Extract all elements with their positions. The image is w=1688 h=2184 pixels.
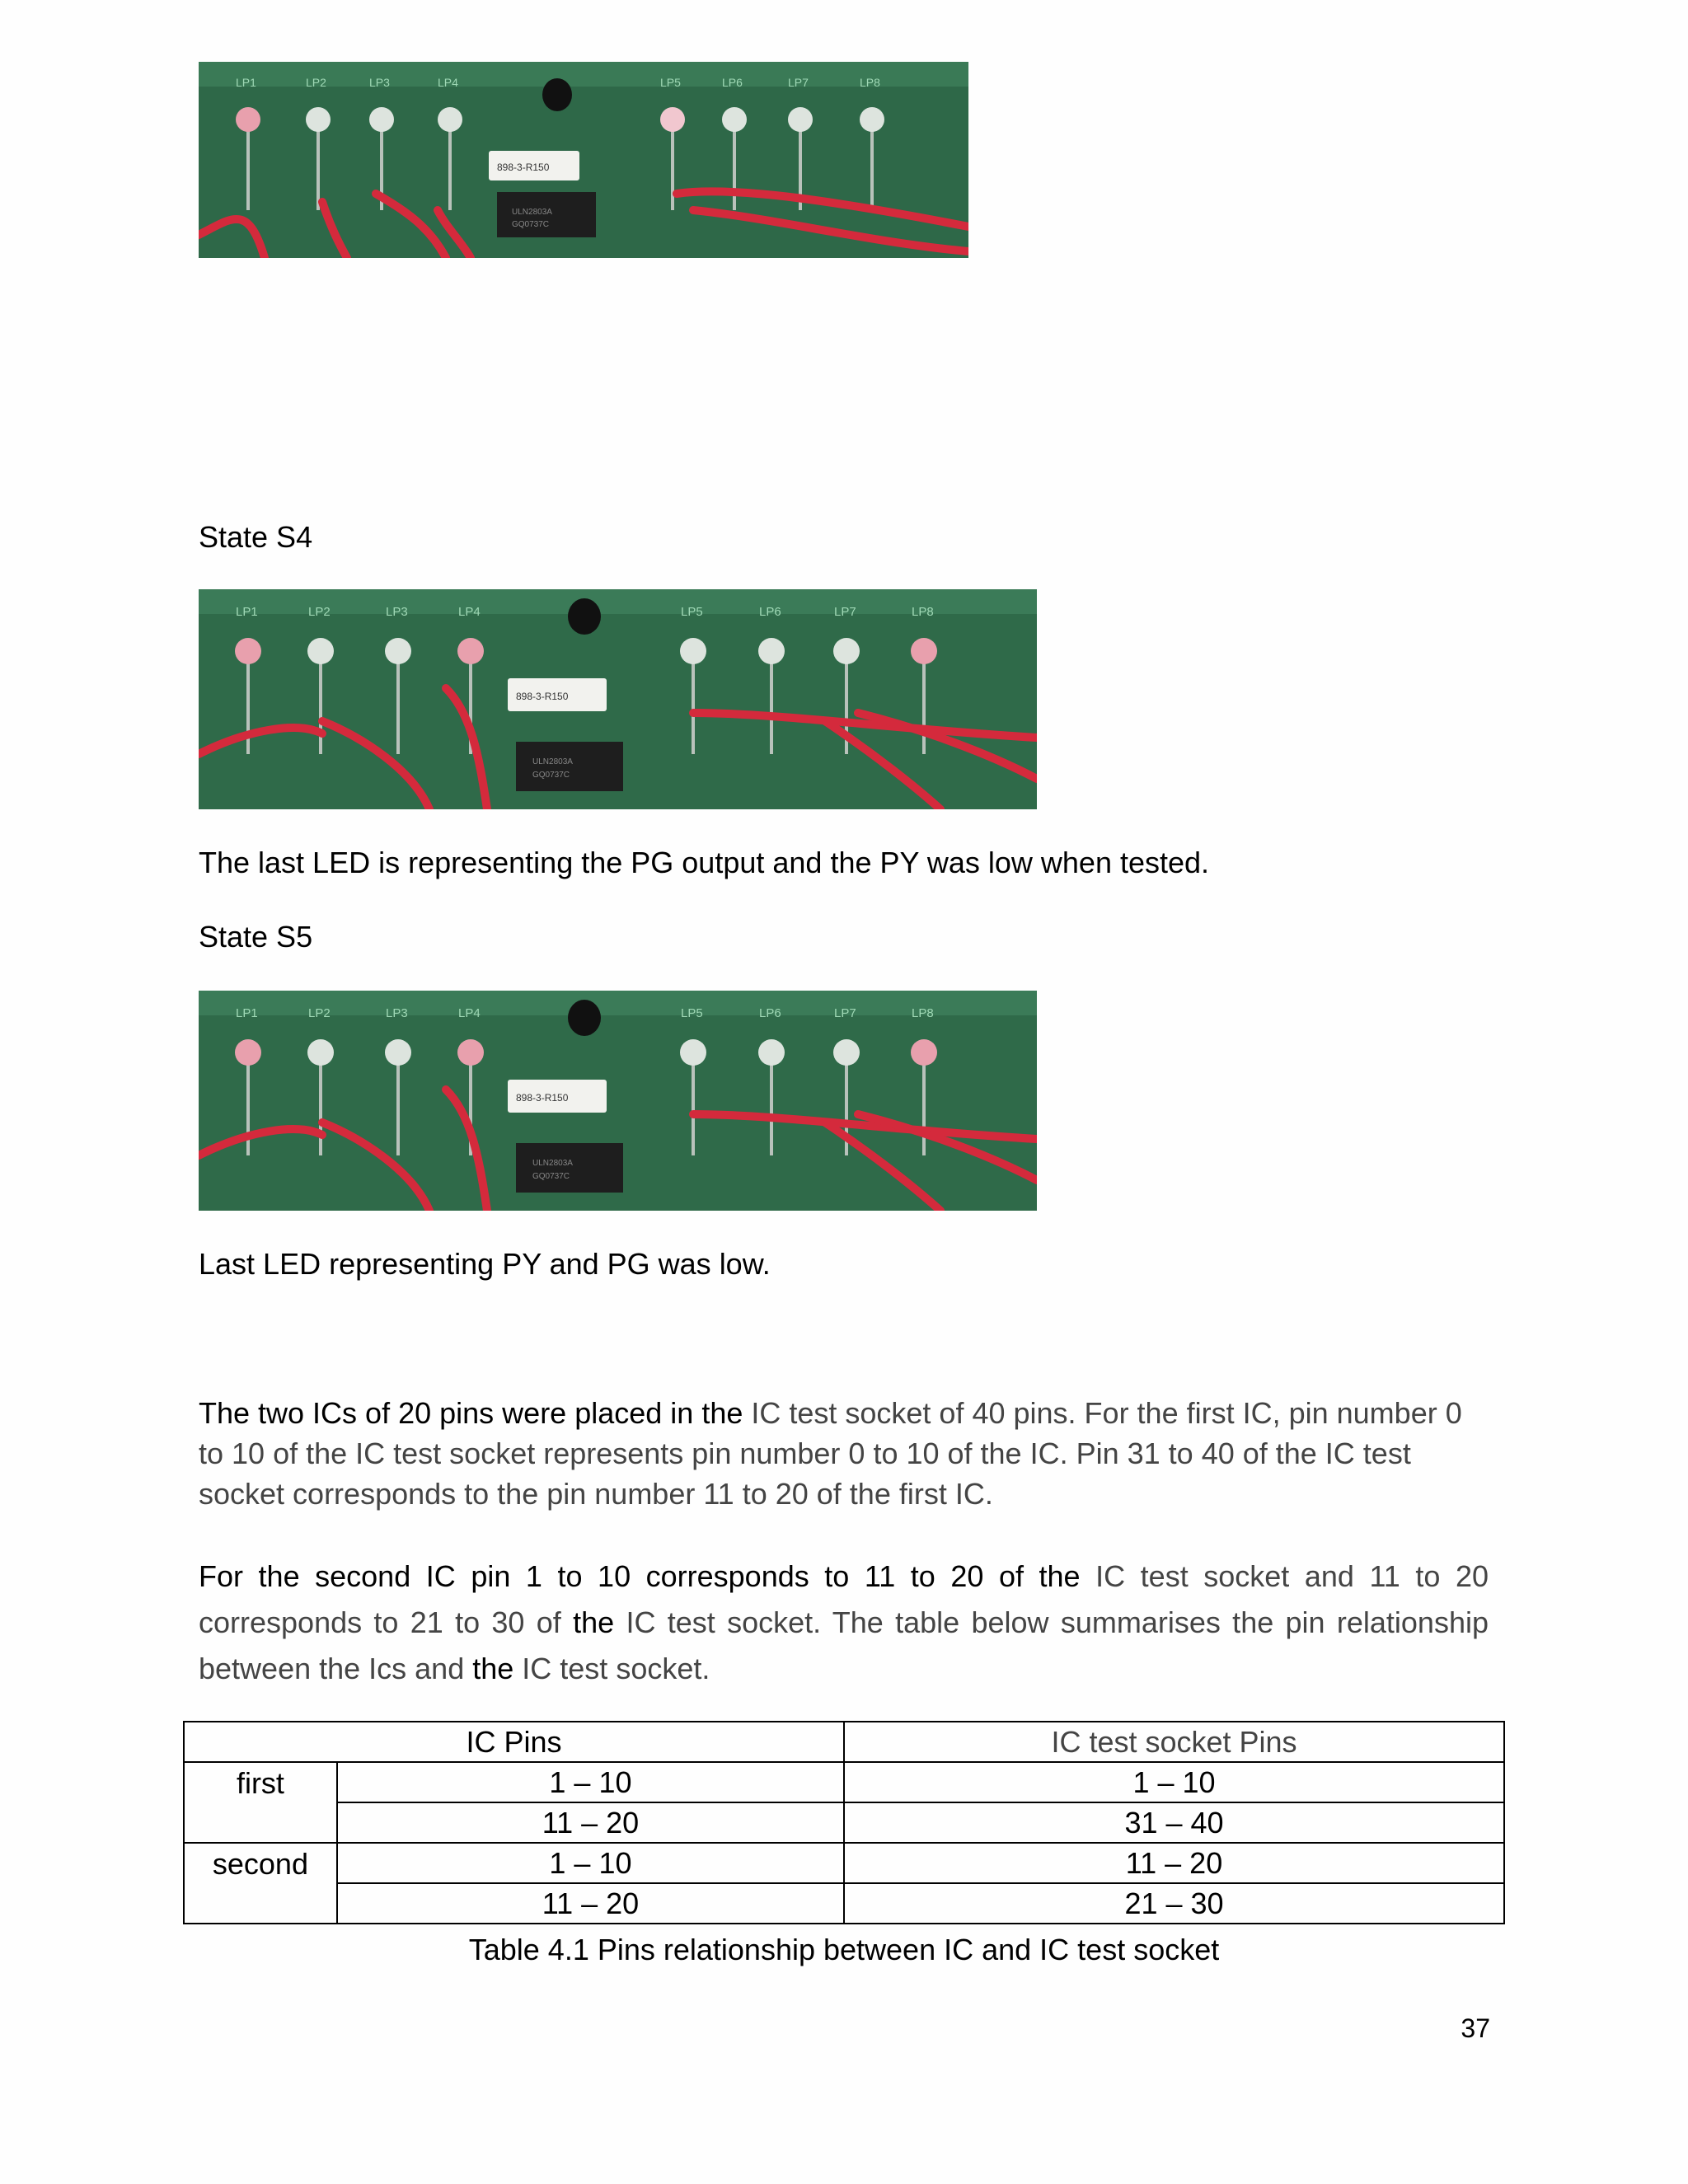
paragraph-line: [199, 1554, 1489, 1600]
table-row: [184, 1762, 1504, 1802]
led-4: [457, 1039, 484, 1066]
ic-chip-code: GQ0737C: [532, 771, 570, 780]
circuit-board-image: [199, 62, 968, 258]
led-3: [385, 1039, 411, 1066]
text-span: IC test socket of 40 pins. For the first IC, pin number 0: [751, 1396, 1462, 1430]
circuit-board-image: [199, 589, 1037, 809]
ic-pin-range: 11 – 20: [337, 1802, 844, 1843]
group-label: second: [184, 1843, 337, 1924]
circuit-board-image: [199, 991, 1037, 1211]
led-label: LP2: [308, 605, 331, 619]
text-span: the: [573, 1605, 615, 1639]
resistor-chip-label: 898-3-R150: [516, 691, 569, 702]
text-span: the: [472, 1652, 514, 1685]
led-label: LP4: [438, 76, 458, 89]
group-label: first: [184, 1762, 337, 1843]
led-1: [235, 1039, 261, 1066]
led-2: [307, 638, 334, 664]
led-5: [660, 107, 685, 132]
circuit-board-photo: [199, 62, 968, 258]
led-label: LP1: [236, 605, 258, 619]
ic-pin-range: 1 – 10: [337, 1762, 844, 1802]
led-label: LP7: [788, 76, 809, 89]
page-number: 37: [1461, 2013, 1490, 2043]
table-row: [184, 1802, 1504, 1843]
led-2: [306, 107, 331, 132]
led-2: [307, 1039, 334, 1066]
led-1: [235, 638, 261, 664]
ic-chip-code: GQ0737C: [532, 1172, 570, 1181]
led-label: LP3: [369, 76, 390, 89]
header-socket-pins: IC test socket Pins: [844, 1722, 1504, 1762]
paragraph-pin-mapping-second: [199, 1554, 1489, 1692]
text-span: corresponds to 21 to 30 of: [199, 1605, 574, 1639]
led-label: LP5: [660, 76, 681, 89]
resistor-chip-label: 898-3-R150: [497, 162, 550, 173]
led-8: [911, 1039, 937, 1066]
text-span: IC test socket.: [513, 1652, 710, 1685]
paragraph-line: [199, 1393, 1462, 1433]
socket-pin-range: 21 – 30: [844, 1883, 1504, 1924]
led-7: [788, 107, 813, 132]
led-label: LP7: [834, 1006, 856, 1020]
led-label: LP6: [722, 76, 743, 89]
led-6: [758, 638, 785, 664]
led-label: LP5: [681, 1006, 703, 1020]
led-label: LP1: [236, 1006, 258, 1020]
ic-chip-label: ULN2803A: [532, 1159, 573, 1168]
led-6: [758, 1039, 785, 1066]
led-label: LP5: [681, 605, 703, 619]
led-7: [833, 638, 860, 664]
paragraph-line: [199, 1600, 1489, 1646]
state-s4-note: The last LED is representing the PG output and the PY was low when tested.: [199, 846, 1210, 879]
paragraph-line: socket corresponds to the pin number 11 to 20 of the first IC.: [199, 1477, 993, 1511]
text-span: For the second IC pin 1 to 10 corresponds to 11 to 20 of the: [199, 1559, 1096, 1593]
text-span: IC test socket and 11 to 20: [1095, 1559, 1489, 1593]
led-label: LP2: [308, 1006, 331, 1020]
socket-pin-range: 11 – 20: [844, 1843, 1504, 1883]
led-label: LP6: [759, 605, 781, 619]
paragraph-line: [199, 1646, 1489, 1692]
resistor-chip-label: 898-3-R150: [516, 1092, 569, 1104]
led-label: LP8: [912, 605, 934, 619]
state-s4-label: State S4: [199, 520, 313, 554]
led-label: LP4: [458, 605, 481, 619]
paragraph-line: to 10 of the IC test socket represents pin number 0 to 10 of the IC. Pin 31 to 40 of the IC test: [199, 1436, 1411, 1470]
table-row: [184, 1843, 1504, 1883]
led-label: LP1: [236, 76, 256, 89]
ic-chip-label: ULN2803A: [532, 757, 573, 766]
led-1: [236, 107, 260, 132]
led-label: LP2: [306, 76, 326, 89]
text-span: The two ICs of 20 pins were placed in the: [199, 1396, 752, 1430]
led-7: [833, 1039, 860, 1066]
circuit-board-photo: [199, 589, 1037, 809]
circuit-board-photo: [199, 991, 1037, 1211]
ic-pin-range: 11 – 20: [337, 1883, 844, 1924]
led-6: [722, 107, 747, 132]
led-8: [911, 638, 937, 664]
ic-pin-range: 1 – 10: [337, 1843, 844, 1883]
text-span: between the Ics and: [199, 1652, 473, 1685]
led-4: [457, 638, 484, 664]
table-header-row: [184, 1722, 1504, 1762]
header-ic-pins: IC Pins: [184, 1722, 844, 1762]
led-8: [860, 107, 884, 132]
led-label: LP8: [860, 76, 880, 89]
led-3: [385, 638, 411, 664]
ic-chip-code: GQ0737C: [512, 220, 550, 229]
socket-pin-range: 31 – 40: [844, 1802, 1504, 1843]
state-s5-label: State S5: [199, 920, 313, 954]
led-label: LP6: [759, 1006, 781, 1020]
table-caption: Table 4.1 Pins relationship between IC and IC test socket: [468, 1933, 1220, 1966]
led-4: [438, 107, 462, 132]
paragraph-pin-mapping-first: [199, 1393, 1462, 1514]
ic-chip-label: ULN2803A: [512, 208, 552, 217]
led-label: LP7: [834, 605, 856, 619]
pin-relationship-table: [183, 1721, 1505, 1924]
led-3: [369, 107, 394, 132]
led-label: LP3: [386, 1006, 408, 1020]
led-label: LP4: [458, 1006, 481, 1020]
table-row: [184, 1883, 1504, 1924]
socket-pin-range: 1 – 10: [844, 1762, 1504, 1802]
state-s5-note: Last LED representing PY and PG was low.: [199, 1247, 771, 1281]
led-label: LP8: [912, 1006, 934, 1020]
led-5: [680, 638, 706, 664]
led-label: LP3: [386, 605, 408, 619]
text-span: IC test socket. The table below summarises the pin relationship: [614, 1605, 1489, 1639]
led-5: [680, 1039, 706, 1066]
